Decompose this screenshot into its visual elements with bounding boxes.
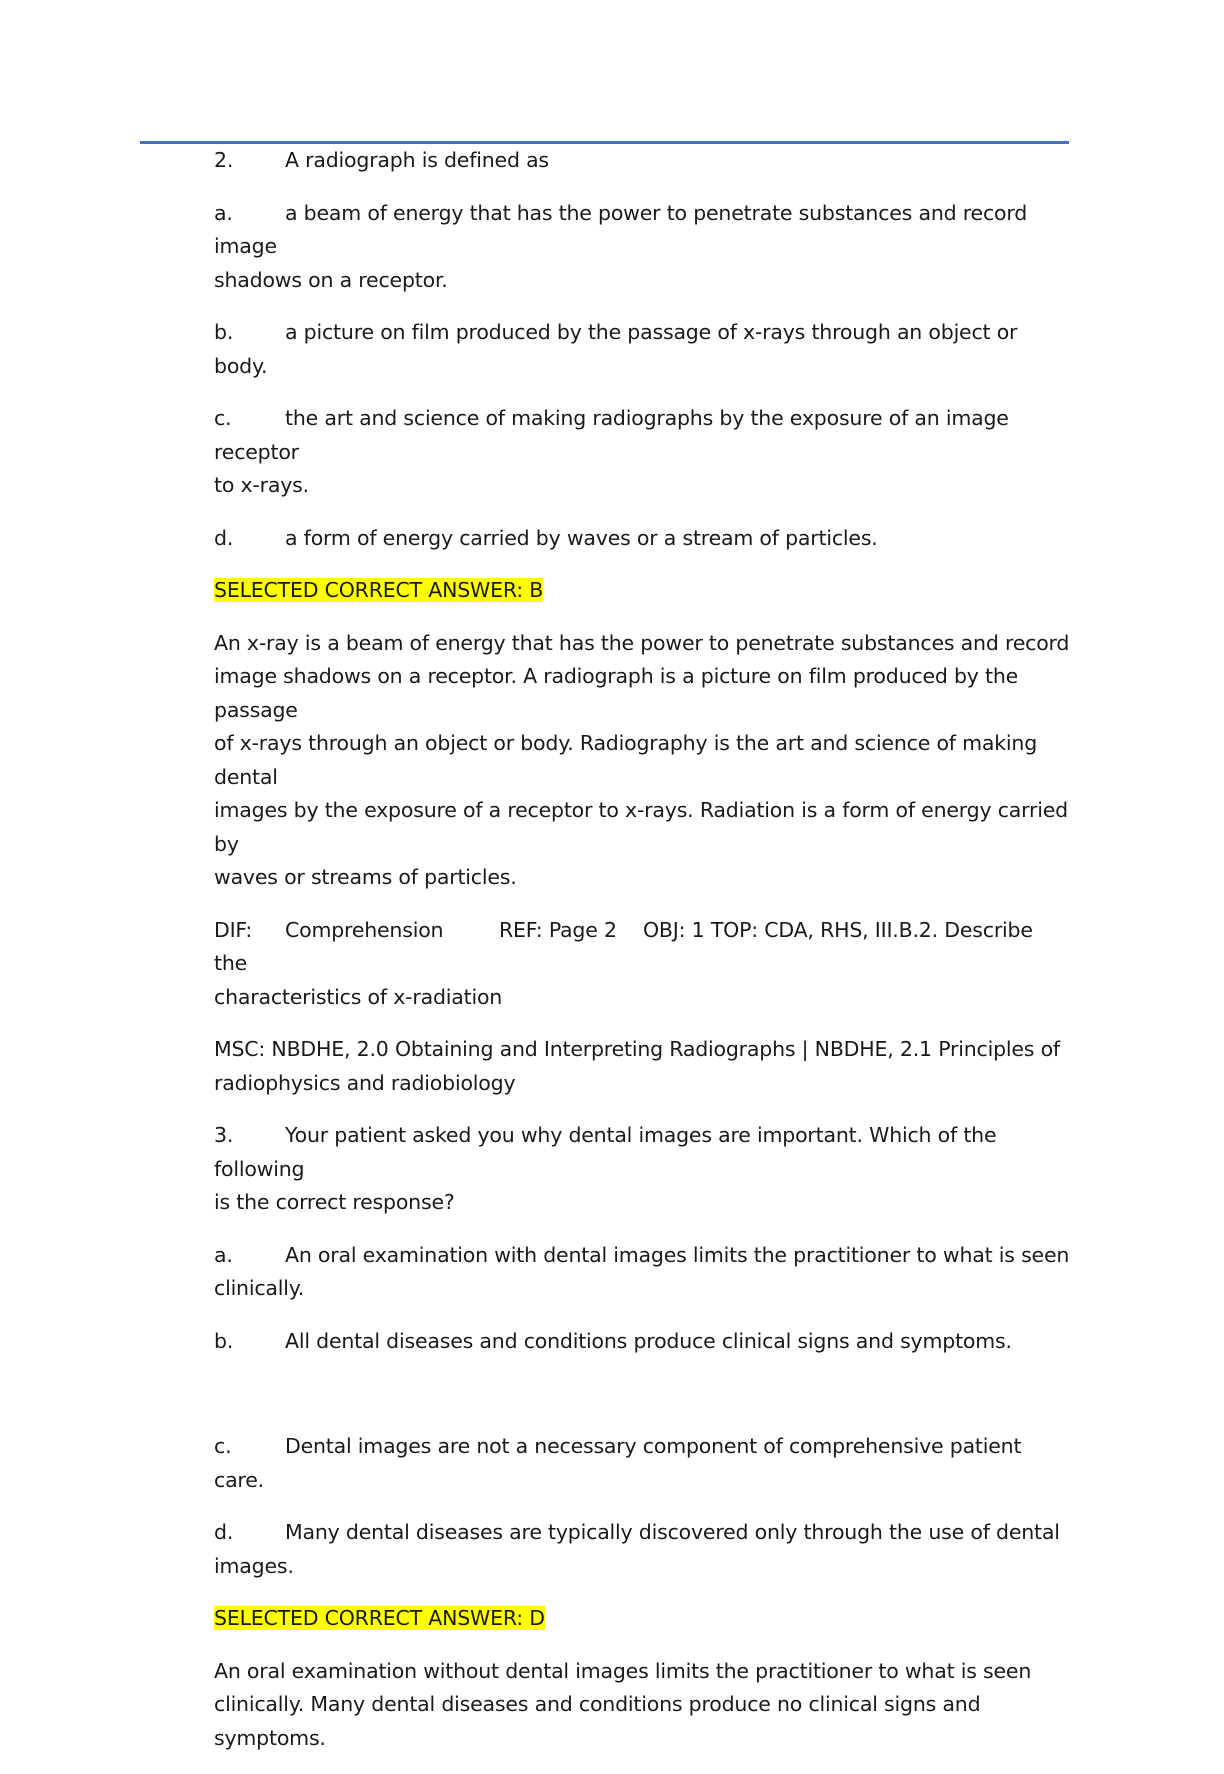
question-3-stem <box>214 1119 1072 1220</box>
option-letter: d. <box>214 1520 234 1544</box>
q2-msc <box>214 1033 1072 1100</box>
q3-option-d <box>214 1516 1072 1583</box>
option-letter: c. <box>214 1434 232 1458</box>
option-text-cont: shadows on a receptor. <box>214 267 448 292</box>
q3-answer <box>214 1602 1072 1636</box>
rationale-line: of x-rays through an object or body. Radiography is the art and science of making dental <box>214 731 1038 789</box>
q2-meta <box>214 914 1072 1015</box>
q3-option-a <box>214 1239 1072 1306</box>
q2-option-d <box>214 522 1072 556</box>
q2-option-a <box>214 197 1072 298</box>
question-number: 2. <box>214 148 234 172</box>
dif-label: DIF: <box>214 917 253 942</box>
option-text: a picture on film produced by the passage of x-rays through an object or body. <box>214 320 1018 378</box>
rationale-line: An x-ray is a beam of energy that has the power to penetrate substances and record <box>214 630 1070 655</box>
question-text: Your patient asked you why dental images are important. Which of the following <box>214 1123 997 1181</box>
option-letter: a. <box>214 200 233 225</box>
option-text: a beam of energy that has the power to penetrate substances and record image <box>214 200 1028 258</box>
answer-highlight: SELECTED CORRECT ANSWER: D <box>214 1606 545 1630</box>
question-text-cont: is the correct response? <box>214 1190 455 1214</box>
option-text-cont: to x-rays. <box>214 473 309 497</box>
option-text-cont: clinically. <box>214 1276 305 1300</box>
document-body <box>214 144 1072 1774</box>
option-letter: c. <box>214 406 232 430</box>
rationale-line: An oral examination without dental images limits the practitioner to what is seen <box>214 1658 1032 1683</box>
answer-highlight: SELECTED CORRECT ANSWER: B <box>214 578 544 602</box>
option-text: Many dental diseases are typically discovered only through the use of dental <box>285 1520 1060 1544</box>
option-text-cont: images. <box>214 1553 294 1578</box>
rationale-line: clinically. Many dental diseases and conditions produce no clinical signs and symptoms. <box>214 1692 981 1750</box>
option-letter: b. <box>214 320 234 344</box>
question-number: 3. <box>214 1123 234 1147</box>
question-text: A radiograph is defined as <box>285 148 549 172</box>
q3-option-c <box>214 1430 1072 1497</box>
option-text: Dental images are not a necessary component of comprehensive patient care. <box>214 1434 1022 1492</box>
rationale-line: images by the exposure of a receptor to x-rays. Radiation is a form of energy carried by <box>214 798 1068 856</box>
option-letter: b. <box>214 1328 234 1353</box>
msc-line: radiophysics and radiobiology <box>214 1070 516 1095</box>
obj-top: OBJ: 1 TOP: CDA, RHS, III.B.2. Describe the <box>214 917 1033 975</box>
option-text: An oral examination with dental images limits the practitioner to what is seen <box>285 1242 1070 1267</box>
ref-value: REF: Page 2 <box>499 917 617 942</box>
msc-line: MSC: NBDHE, 2.0 Obtaining and Interpreting Radiographs | NBDHE, 2.1 Principles of <box>214 1037 1060 1061</box>
q2-rationale <box>214 627 1072 895</box>
obj-top-cont: characteristics of x-radiation <box>214 984 503 1009</box>
option-letter: a. <box>214 1242 233 1267</box>
option-letter: d. <box>214 525 234 550</box>
rationale-line: waves or streams of particles. <box>214 865 517 889</box>
q2-option-c <box>214 402 1072 503</box>
q2-option-b <box>214 316 1072 383</box>
option-text: a form of energy carried by waves or a stream of particles. <box>285 525 878 550</box>
q2-answer <box>214 574 1072 608</box>
dif-value: Comprehension <box>285 917 444 942</box>
q3-option-b <box>214 1325 1072 1359</box>
blank-gap <box>214 1377 1072 1430</box>
q3-rationale <box>214 1655 1072 1756</box>
option-text: All dental diseases and conditions produce clinical signs and symptoms. <box>285 1328 1012 1353</box>
rationale-line: image shadows on a receptor. A radiograph is a picture on film produced by the passage <box>214 664 1019 722</box>
option-text: the art and science of making radiographs by the exposure of an image receptor <box>214 406 1009 464</box>
question-2-stem <box>214 144 1072 178</box>
